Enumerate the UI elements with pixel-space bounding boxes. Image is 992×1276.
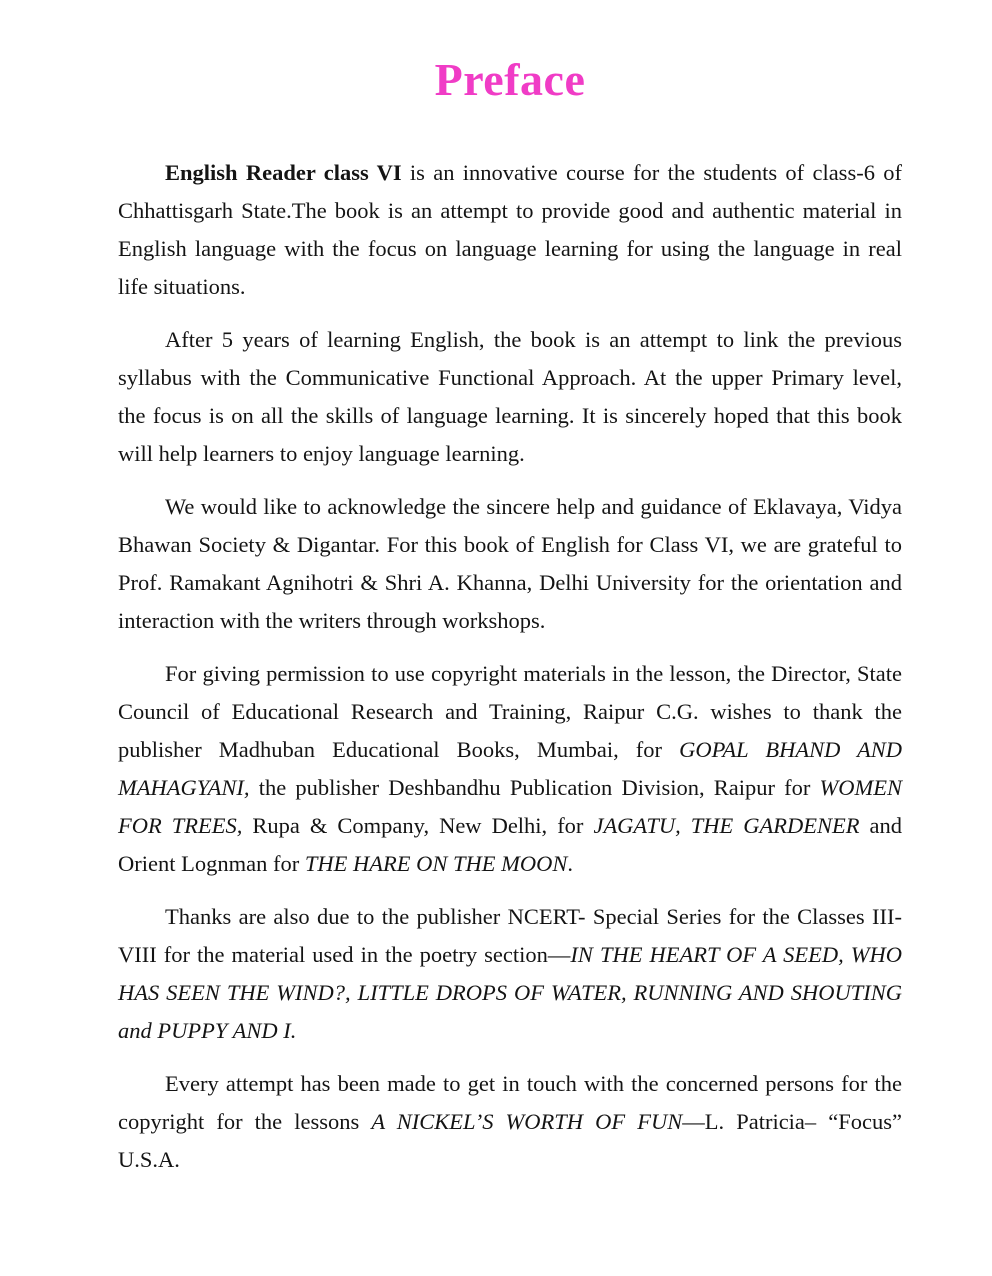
paragraph-3	[118, 488, 902, 640]
text-segment: is an innovative course for the students of class-6 of Chhattisgarh State.The book is an attempt to provide good and authentic material in English language with the focus on language learning for using the language in real life situations.	[118, 160, 902, 299]
paragraph-2	[118, 321, 902, 473]
book-title-italic: WOMEN FOR TREES,	[118, 775, 902, 838]
text-segment: Every attempt has been made to get in touch with the concerned persons for the copyright for the lessons	[118, 1071, 902, 1134]
lesson-title-italic: A NICKEL’S WORTH OF FUN	[371, 1109, 683, 1134]
book-title-italic: JAGATU, THE GARDENER	[593, 813, 860, 838]
book-title-italic: THE HARE ON THE MOON	[304, 851, 568, 876]
poem-titles-italic: IN THE HEART OF A SEED, WHO HAS SEEN THE WIND?, LITTLE DROPS OF WATER, RUNNING AND SHOUTING and PUPPY AND I.	[118, 942, 902, 1043]
text-segment: We would like to acknowledge the sincere help and guidance of Eklavaya, Vidya Bhawan Society & Digantar. For this book of English for Class VI, we are grateful to Prof. Ramakant Agnihotri & Shri A. Khanna, Delhi University for the orientation and interaction with the writers through workshops.	[118, 494, 902, 633]
text-segment: Thanks are also due to the publisher NCERT- Special Series for the Classes III-VIII for the material used in the poetry section—	[118, 904, 902, 967]
text-segment: and Orient Lognman for	[118, 813, 902, 876]
text-segment: .	[567, 851, 573, 876]
paragraph-1	[118, 154, 902, 306]
text-segment: —L. Patricia– “Focus” U.S.A.	[118, 1109, 902, 1172]
text-segment: For giving permission to use copyright materials in the lesson, the Director, State Council of Educational Research and Training, Raipur C.G. wishes to thank the publisher Madhuban Educational Books, Mumbai, for	[118, 661, 902, 762]
paragraph-5	[118, 898, 902, 1050]
paragraph-4	[118, 655, 902, 883]
text-segment: the publisher Deshbandhu Publication Division, Raipur for	[249, 775, 820, 800]
book-title-italic: GOPAL BHAND AND MAHAGYANI,	[118, 737, 903, 800]
text-segment: Rupa & Company, New Delhi, for	[242, 813, 594, 838]
paragraph-6	[118, 1065, 902, 1179]
bold-lead-in: English Reader class VI	[165, 160, 402, 185]
page-title: Preface	[434, 54, 586, 105]
text-segment: After 5 years of learning English, the book is an attempt to link the previous syllabus with the Communicative Functional Approach. At the upper Primary level, the focus is on all the skills of language learning. It is sincerely hoped that this book will help learners to enjoy language learning.	[118, 327, 902, 466]
